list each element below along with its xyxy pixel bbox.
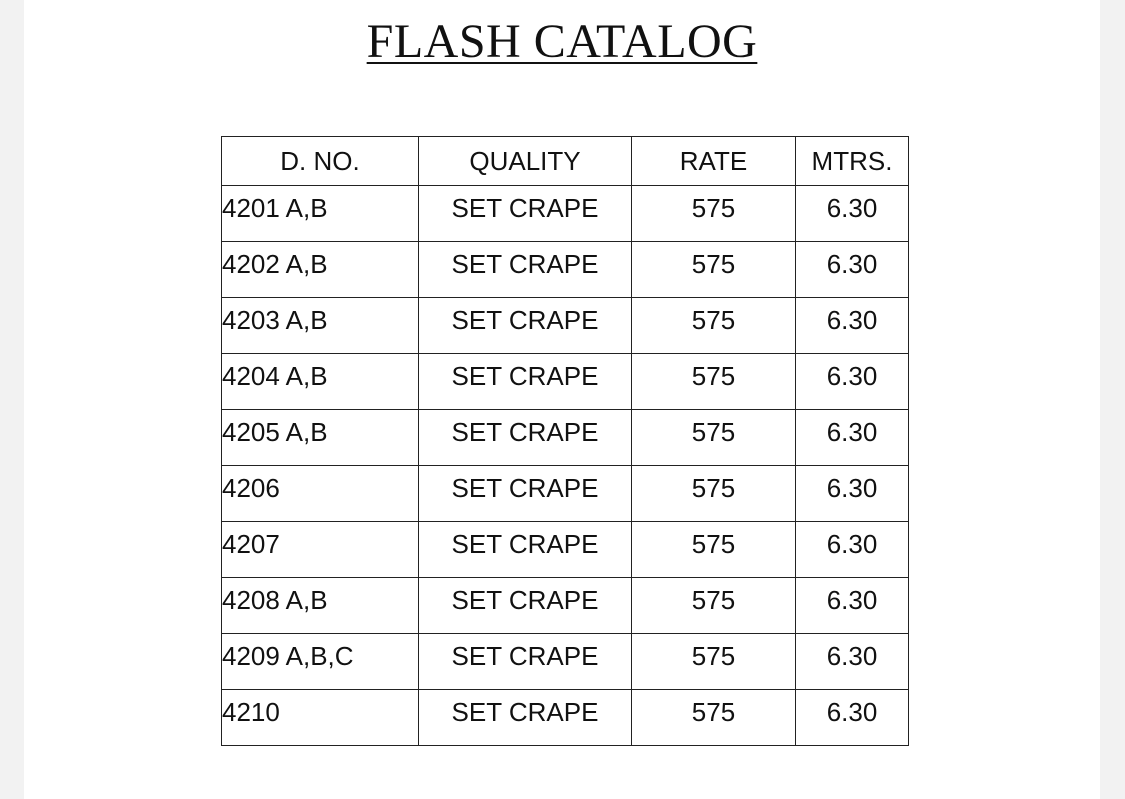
cell-dno: 4204 A,B bbox=[222, 354, 419, 410]
column-header-mtrs: MTRS. bbox=[796, 137, 909, 186]
cell-rate: 575 bbox=[632, 354, 796, 410]
table-row bbox=[222, 410, 909, 466]
cell-quality: SET CRAPE bbox=[419, 522, 632, 578]
cell-dno: 4210 bbox=[222, 690, 419, 746]
column-header-quality: QUALITY bbox=[419, 137, 632, 186]
cell-rate: 575 bbox=[632, 410, 796, 466]
cell-mtrs: 6.30 bbox=[796, 578, 909, 634]
page-title bbox=[24, 14, 1100, 69]
cell-rate: 575 bbox=[632, 466, 796, 522]
cell-mtrs: 6.30 bbox=[796, 242, 909, 298]
page-title-text: FLASH CATALOG bbox=[366, 15, 758, 68]
table-row bbox=[222, 186, 909, 242]
table-row bbox=[222, 522, 909, 578]
cell-dno: 4203 A,B bbox=[222, 298, 419, 354]
cell-dno: 4201 A,B bbox=[222, 186, 419, 242]
cell-quality: SET CRAPE bbox=[419, 354, 632, 410]
cell-rate: 575 bbox=[632, 690, 796, 746]
cell-mtrs: 6.30 bbox=[796, 410, 909, 466]
cell-rate: 575 bbox=[632, 634, 796, 690]
cell-quality: SET CRAPE bbox=[419, 634, 632, 690]
cell-dno: 4206 bbox=[222, 466, 419, 522]
table-row bbox=[222, 578, 909, 634]
cell-rate: 575 bbox=[632, 578, 796, 634]
cell-quality: SET CRAPE bbox=[419, 410, 632, 466]
cell-mtrs: 6.30 bbox=[796, 466, 909, 522]
cell-dno: 4202 A,B bbox=[222, 242, 419, 298]
cell-rate: 575 bbox=[632, 298, 796, 354]
table-row bbox=[222, 634, 909, 690]
table-row bbox=[222, 690, 909, 746]
cell-rate: 575 bbox=[632, 242, 796, 298]
cell-quality: SET CRAPE bbox=[419, 690, 632, 746]
cell-dno: 4209 A,B,C bbox=[222, 634, 419, 690]
cell-mtrs: 6.30 bbox=[796, 298, 909, 354]
cell-quality: SET CRAPE bbox=[419, 578, 632, 634]
cell-mtrs: 6.30 bbox=[796, 634, 909, 690]
cell-quality: SET CRAPE bbox=[419, 242, 632, 298]
cell-quality: SET CRAPE bbox=[419, 186, 632, 242]
cell-dno: 4208 A,B bbox=[222, 578, 419, 634]
column-header-dno: D. NO. bbox=[222, 137, 419, 186]
column-header-rate: RATE bbox=[632, 137, 796, 186]
cell-mtrs: 6.30 bbox=[796, 354, 909, 410]
cell-quality: SET CRAPE bbox=[419, 298, 632, 354]
table-row bbox=[222, 466, 909, 522]
cell-quality: SET CRAPE bbox=[419, 466, 632, 522]
table-row bbox=[222, 298, 909, 354]
table-header-row bbox=[222, 137, 909, 186]
table-row bbox=[222, 242, 909, 298]
cell-mtrs: 6.30 bbox=[796, 690, 909, 746]
cell-rate: 575 bbox=[632, 522, 796, 578]
cell-dno: 4207 bbox=[222, 522, 419, 578]
cell-mtrs: 6.30 bbox=[796, 522, 909, 578]
table-row bbox=[222, 354, 909, 410]
cell-rate: 575 bbox=[632, 186, 796, 242]
catalog-table bbox=[221, 136, 909, 746]
cell-dno: 4205 A,B bbox=[222, 410, 419, 466]
catalog-page bbox=[24, 0, 1100, 799]
cell-mtrs: 6.30 bbox=[796, 186, 909, 242]
